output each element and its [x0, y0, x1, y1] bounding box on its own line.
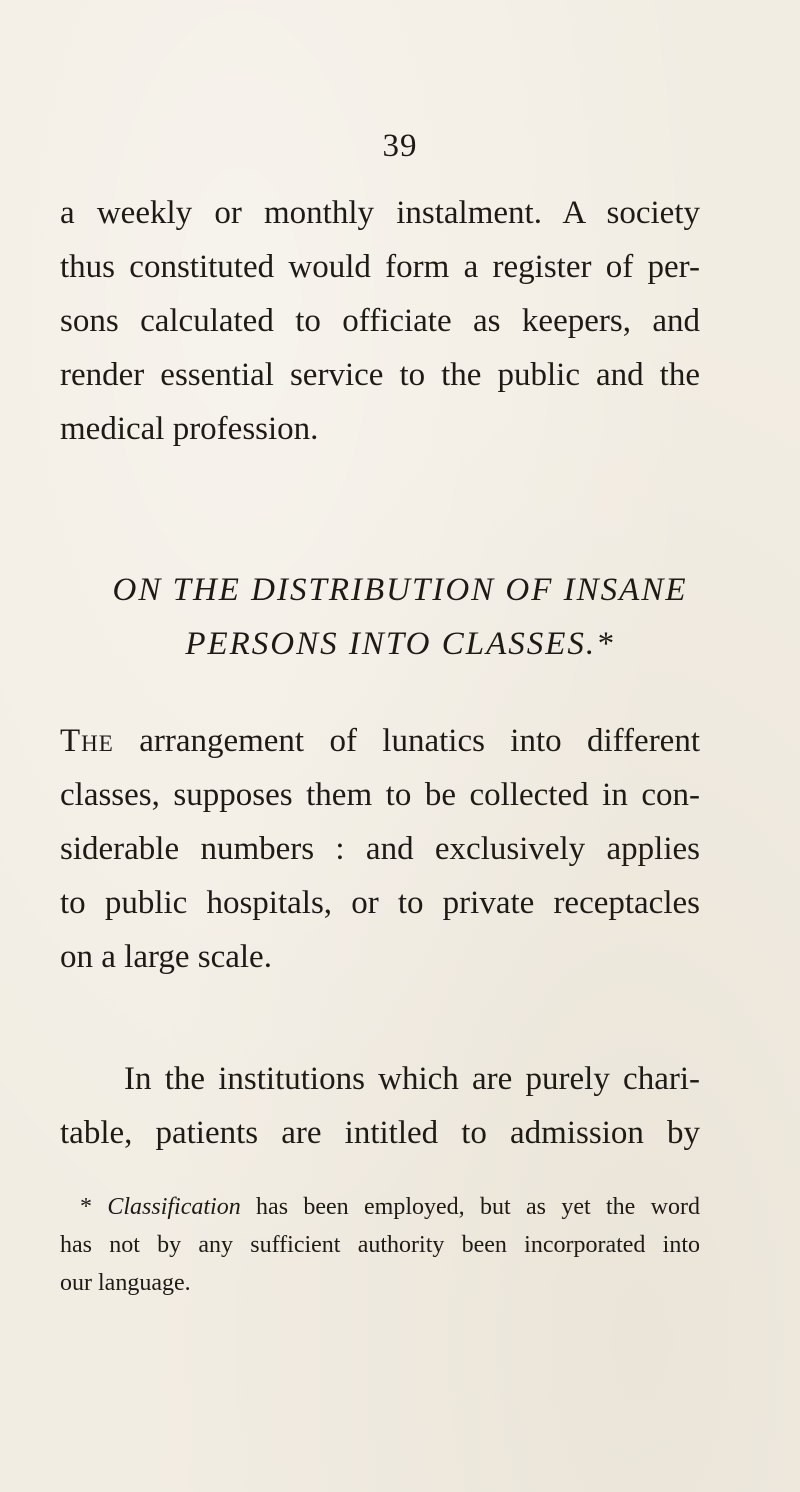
text-line: on a large scale.: [60, 939, 272, 975]
text-line: classes, supposes them to be collected in con-: [60, 777, 700, 813]
text-line: In the institutions which are purely chari-: [124, 1061, 700, 1097]
footnote-line: [60, 1188, 700, 1226]
text-line: table, patients are intitled to admission by: [60, 1115, 700, 1151]
paragraph-instalment: [60, 186, 700, 456]
page-number: 39: [382, 128, 418, 164]
heading-line-2: PERSONS INTO CLASSES.*: [185, 626, 615, 662]
text-line: render essential service to the public and the: [60, 357, 700, 393]
heading-line-1: ON THE DISTRIBUTION OF INSANE: [112, 572, 688, 608]
footnote-line: has not by any sufficient authority been incorporated into: [60, 1232, 700, 1258]
text-line: [60, 714, 700, 768]
section-heading: [40, 563, 760, 671]
text-line: a weekly or monthly instalment. A society: [60, 195, 700, 231]
text-line: medical profession.: [60, 411, 319, 447]
text-line: sons calculated to officiate as keepers, and: [60, 303, 700, 339]
paragraph-arrangement: [60, 714, 700, 984]
paragraph-institutions: [60, 1052, 700, 1160]
footnote: [60, 1188, 700, 1302]
text-line: to public hospitals, or to private receptacles: [60, 885, 700, 921]
text-line: siderable numbers : and exclusively applies: [60, 831, 700, 867]
text-line: thus constituted would form a register of per-: [60, 249, 700, 285]
footnote-marker: *: [80, 1194, 108, 1220]
drop-word: The: [60, 723, 114, 759]
footnote-line-rest: has been employed, but as yet the word: [240, 1194, 701, 1220]
footnote-line: our language.: [60, 1270, 191, 1296]
footnote-italic-word: Classification: [107, 1194, 241, 1220]
text-line-rest: arrangement of lunatics into different: [113, 723, 700, 759]
